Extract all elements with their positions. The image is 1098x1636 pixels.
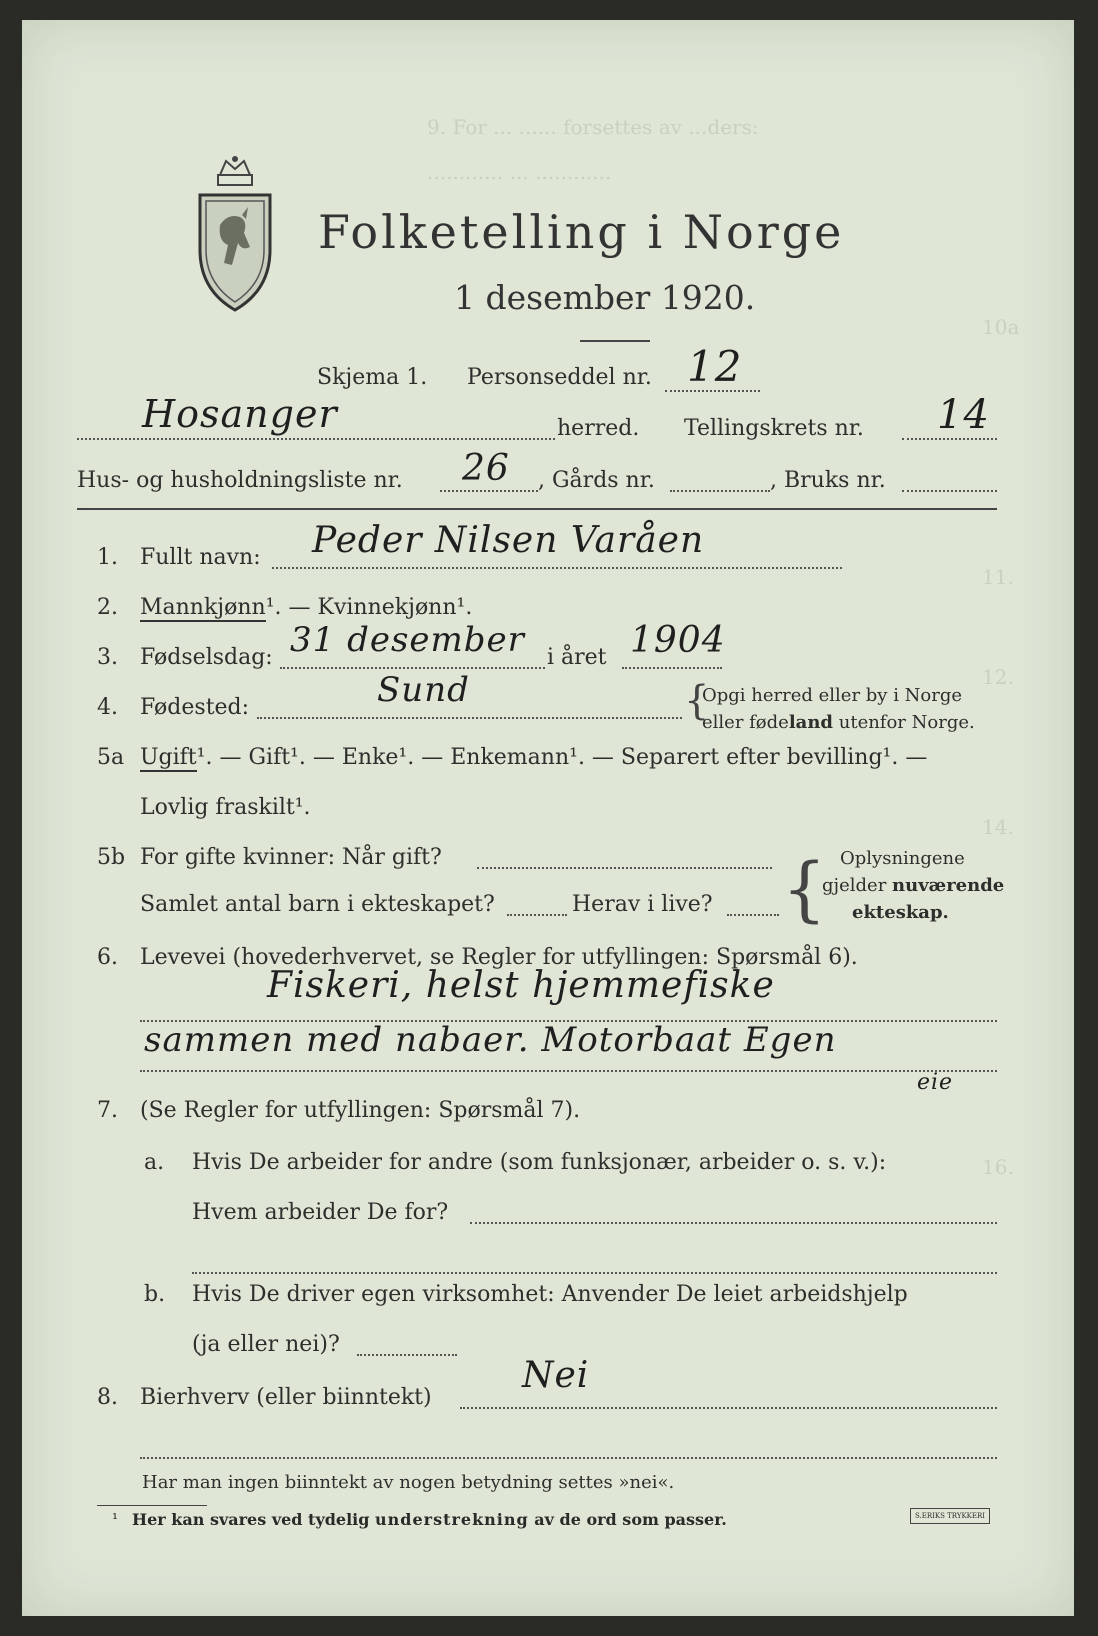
q8-answer-line2 xyxy=(140,1457,997,1459)
q7a-letter: a. xyxy=(144,1150,165,1175)
personseddel-value: 12 xyxy=(687,342,743,391)
hus-line xyxy=(440,490,538,492)
footnote-text xyxy=(132,1510,727,1529)
q7b-label: Hvis De driver egen virksomhet: Anvender De leiet arbeidshjelp xyxy=(192,1282,908,1307)
q5b-brace: { xyxy=(782,848,827,930)
q2-male-option: Mannkjønn xyxy=(140,595,266,620)
q4-note-line2 xyxy=(702,712,975,733)
q1-label: Fullt navn: xyxy=(140,545,261,570)
q5b-note-part-a: gjelder xyxy=(822,875,893,896)
q4-brace: { xyxy=(684,678,710,724)
q5b-children-label: Samlet antal barn i ekteskapet? xyxy=(140,892,495,917)
q1-line xyxy=(272,567,842,569)
gards-line xyxy=(670,490,770,492)
printer-stamp: S.ERIKS TRYKKERI xyxy=(910,1508,990,1524)
q4-note-part-a: eller føde xyxy=(702,712,789,733)
q5b-children-line xyxy=(507,914,567,916)
q4-note-part-c: utenfor Norge. xyxy=(833,712,975,733)
q2-separator: ¹. — xyxy=(265,595,318,620)
q5a-options xyxy=(140,745,927,770)
q3-year-line xyxy=(622,667,722,669)
q5b-note-line2 xyxy=(822,875,1004,896)
q6-label: Levevei (hovederhvervet, se Regler for utfyllingen: Spørsmål 6). xyxy=(140,945,858,970)
q4-line xyxy=(257,717,682,719)
footnote-rule xyxy=(97,1505,207,1506)
footnote-part-c: av de ord som passer. xyxy=(528,1510,727,1529)
herred-value: Hosanger xyxy=(142,392,338,436)
q5b-note-line1: Oplysningene xyxy=(840,848,965,869)
hus-value: 26 xyxy=(462,448,510,489)
q5b-note-line3: ekteskap. xyxy=(852,902,949,923)
q7-number: 7. xyxy=(97,1098,118,1123)
q6-value-line3: eie xyxy=(917,1070,954,1095)
q8-answer-line1 xyxy=(460,1407,997,1409)
q8-value: Nei xyxy=(522,1355,590,1396)
q4-value: Sund xyxy=(377,670,470,710)
q2-female-option: Kvinnekjønn¹. xyxy=(317,595,473,620)
q7b-line2: (ja eller nei)? xyxy=(192,1332,340,1357)
tellingskrets-value: 14 xyxy=(937,392,990,438)
personseddel-label: Personseddel nr. xyxy=(467,365,652,390)
q5a-line2: Lovlig fraskilt¹. xyxy=(140,795,311,820)
q5b-alive-line xyxy=(727,914,779,916)
q3-label: Fødselsdag: xyxy=(140,645,273,670)
q6-line2 xyxy=(140,1070,997,1072)
bruks-label: , Bruks nr. xyxy=(770,468,886,493)
q1-value: Peder Nilsen Varåen xyxy=(312,520,705,561)
q3-line xyxy=(280,667,545,669)
q7b-answer-line xyxy=(357,1354,457,1356)
q4-number: 4. xyxy=(97,695,118,720)
q4-label: Fødested: xyxy=(140,695,250,720)
q8-number: 8. xyxy=(97,1385,118,1410)
header-rule xyxy=(77,508,997,510)
q4-note-line1: Opgi herred eller by i Norge xyxy=(702,685,963,706)
page-title: Folketelling i Norge xyxy=(318,205,845,259)
q7-label: (Se Regler for utfyllingen: Spørsmål 7). xyxy=(140,1098,581,1123)
skjema-label: Skjema 1. xyxy=(317,365,428,390)
q5b-line1: For gifte kvinner: Når gift? xyxy=(140,845,442,870)
bruks-line xyxy=(902,490,997,492)
q7a-line2: Hvem arbeider De for? xyxy=(192,1200,449,1225)
q2-number: 2. xyxy=(97,595,118,620)
q7a-answer-line2 xyxy=(192,1272,997,1274)
q8-note: Har man ingen biinntekt av nogen betydning settes »nei«. xyxy=(142,1472,675,1493)
q2-options xyxy=(140,595,472,620)
q7a-answer-line1 xyxy=(470,1222,997,1224)
q6-value-line2: sammen med nabaer. Motorbaat Egen xyxy=(144,1020,837,1060)
title-divider xyxy=(580,340,650,342)
footnote-mark: ¹ xyxy=(112,1510,119,1528)
q3-value: 31 desember xyxy=(290,620,525,660)
q5a-other-options: ¹. — Gift¹. — Enke¹. — Enkemann¹. — Separert efter bevilling¹. — xyxy=(196,745,928,770)
q7a-label: Hvis De arbeider for andre (som funksjonær, arbeider o. s. v.): xyxy=(192,1150,887,1175)
gards-label: , Gårds nr. xyxy=(538,468,655,493)
q5a-number: 5a xyxy=(97,745,125,770)
q3-number: 3. xyxy=(97,645,118,670)
herred-line xyxy=(77,438,555,440)
q8-label: Bierhverv (eller biinntekt) xyxy=(140,1385,432,1410)
census-date: 1 desember 1920. xyxy=(454,278,756,317)
hus-label: Hus- og husholdningsliste nr. xyxy=(77,468,403,493)
tellingskrets-label: Tellingskrets nr. xyxy=(684,416,864,441)
q3-year-value: 1904 xyxy=(630,620,726,661)
q6-value-line1: Fiskeri, helst hjemmefiske xyxy=(267,965,775,1006)
census-form-page: 9. For ... ...... forsettes av ...ders: ............ ... ............ 10a 11. 12. 14. 16. Folketelling i Norge 1 desember 1920. Skjema 1. Personseddel nr. 12 Hosanger herred. Tellingskrets nr. 14 Hus- og husholdningsliste nr. 26 , Gårds nr. , Bruks nr. 1. Fullt navn: Peder Nilsen Varåen 2. Mannkjønn¹. — Kvinnekjønn¹. 3. Fødselsdag: 31 desember i året 1904 4. Fødested: Sund { Opgi herred eller by i Norge eller fødeland utenfor Norge. 5a Ugift¹. — Gift¹. — Enke¹. — Enkemann¹. — Separert efter bevilling¹. — Lovlig fraskilt¹. 5b For gifte kvinner: Når gift? Samlet antal barn i ekteskapet? Herav i live? { Oplysningene gjelder nuværende ekteskap. 6. Levevei (hovederhvervet, se Regler for utfyllingen: Spørsmål 6). Fiskeri, helst hjemmefiske sammen med nabaer. Motorbaat Egen eie 7. (Se Regler for utfyllingen: Spørsmål 7). a. Hvis De arbeider for andre (som funksjonær, arbeider o. s. v.): Hvem arbeider De for? b. Hvis De driver egen virksomhet: Anvender De leiet arbeidshjelp (ja eller nei)? 8. Bierhverv (eller biinntekt) Nei Har man ingen biinntekt av nogen betydning settes »nei«. ¹ Her kan svares ved tydelig understrekning av de ord som passer. S.ERIKS TRYKKERI xyxy=(22,20,1074,1616)
q5a-ugift-option: Ugift xyxy=(140,745,197,770)
herred-label: herred. xyxy=(557,416,640,441)
q4-note-part-b: land xyxy=(788,712,834,733)
q6-number: 6. xyxy=(97,945,118,970)
norwegian-coat-of-arms-icon xyxy=(190,155,280,315)
q5b-married-line xyxy=(477,867,772,869)
q1-number: 1. xyxy=(97,545,118,570)
footnote-part-b: understrekning xyxy=(375,1510,529,1529)
footnote-part-a: Her kan svares ved tydelig xyxy=(132,1510,376,1529)
q5b-note-part-b: nuværende xyxy=(892,875,1005,896)
q3-year-label: i året xyxy=(547,645,607,670)
q5b-alive-label: Herav i live? xyxy=(572,892,713,917)
q5b-number: 5b xyxy=(97,845,126,870)
q7b-letter: b. xyxy=(144,1282,166,1307)
tellingskrets-line xyxy=(902,438,997,440)
